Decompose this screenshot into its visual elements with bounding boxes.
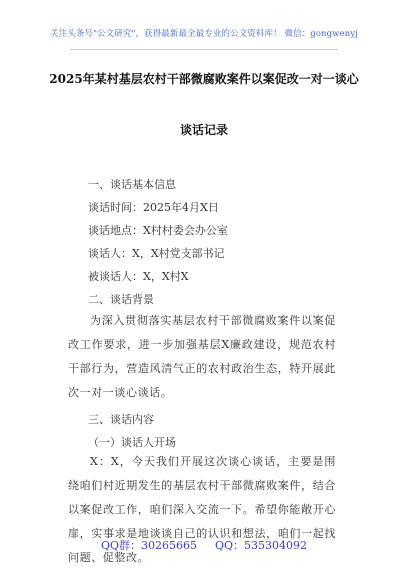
qq-contact: QQ：535304092 [215, 539, 308, 552]
interviewer: 谈话人：X，X村党支部书记 [88, 247, 225, 260]
section-heading-basic-info: 一、谈话基本信息 [88, 178, 176, 191]
opening-paragraph: X：X，今天我们开展这次谈心谈话，主要是围绕咱们村近期发生的基层农村干部微腐败案件，结合以案促改工作，咱们深入交流一下。希望你能敞开心扉，实事求是地谈谈自己的认识和想法，咱们一起找问题、促整改。 [68, 455, 336, 564]
interviewee: 被谈话人：X，X村X [88, 270, 189, 283]
header-divider [70, 49, 338, 50]
header-banner: 关注头条号"公文研究"，获得最新最全最专业的公文资料库！ 微信：gongwenyj [50, 29, 358, 39]
section-heading-content: 三、谈话内容 [88, 413, 154, 426]
subsection-heading-opening: （一）谈话人开场 [88, 436, 176, 449]
background-paragraph: 为深入贯彻落实基层农村干部微腐败案件以案促改工作要求，进一步加强基层X廉政建设，规范农村干部行为，营造风清气正的农村政治生态，特开展此次一对一谈心谈话。 [68, 314, 336, 399]
interview-time: 谈话时间：2025年4月X日 [88, 201, 219, 214]
document-title: 2025年某村基层农村干部微腐败案件以案促改一对一谈心 [49, 72, 359, 86]
footer-contacts [0, 537, 408, 553]
qq-group: QQ群：30265665 [100, 539, 197, 552]
document-subtitle: 谈话记录 [179, 123, 228, 137]
interview-place: 谈话地点：X村村委会办公室 [88, 224, 228, 237]
section-heading-background: 二、谈话背景 [88, 293, 154, 306]
